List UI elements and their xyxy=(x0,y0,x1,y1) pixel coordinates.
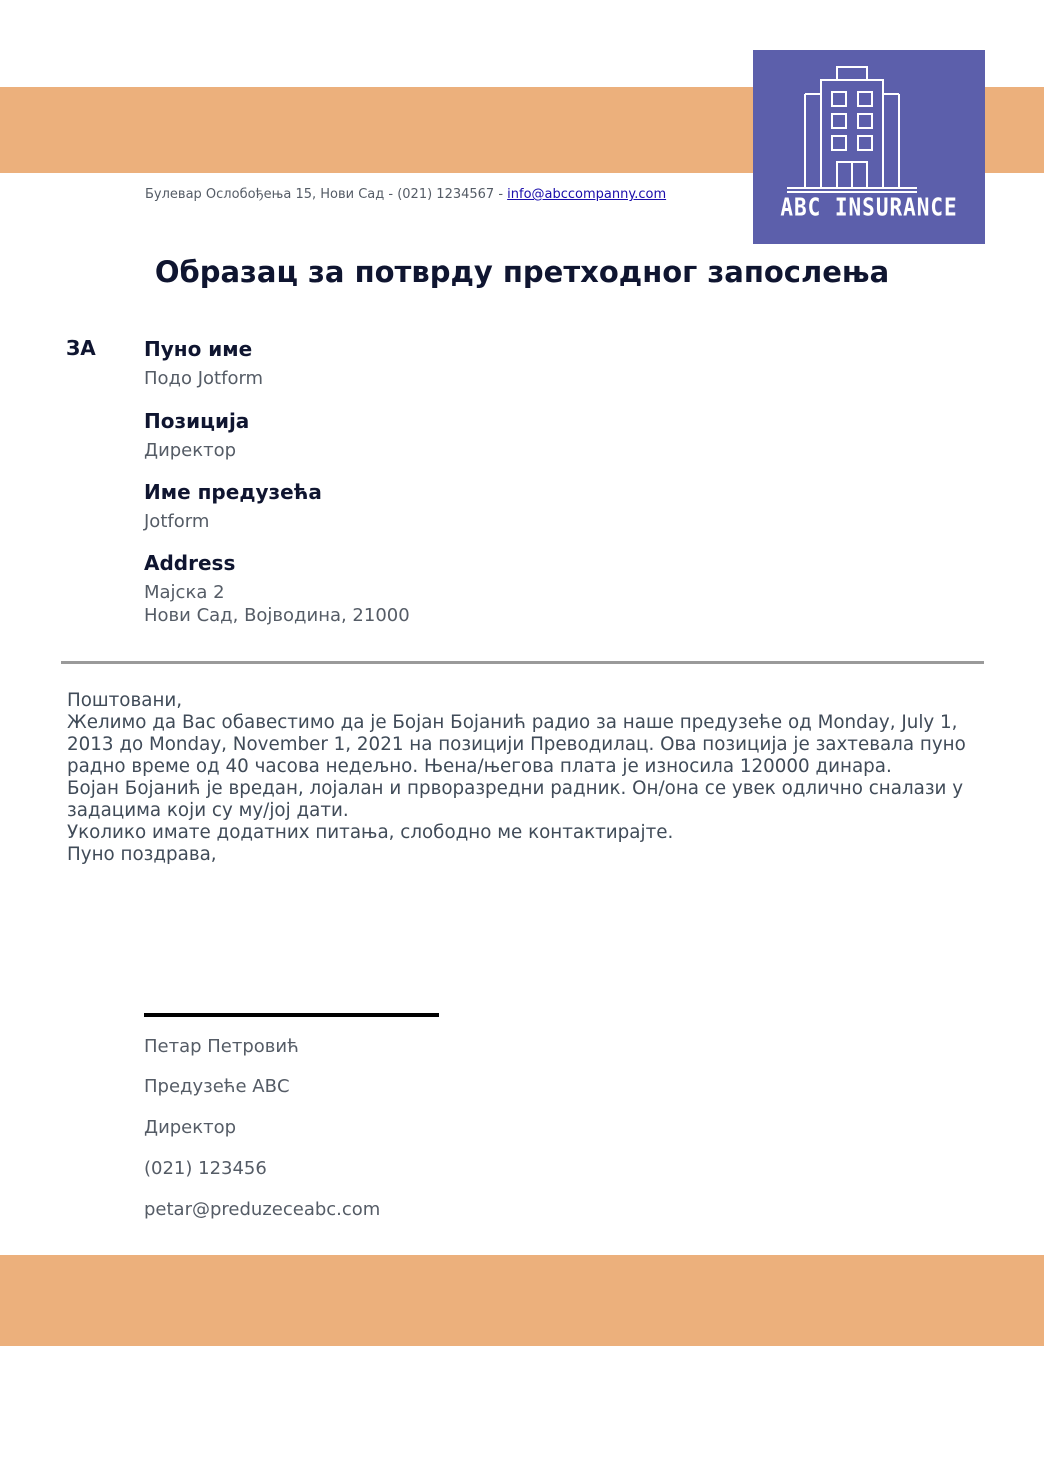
letter-paragraph-3: Уколико имате додатних питања, слободно ме контактирајте. xyxy=(67,822,674,843)
letter-closing: Пуно поздрава, xyxy=(67,844,217,865)
address-label: Address xyxy=(144,551,236,575)
address-line-1: Мајска 2 xyxy=(144,582,225,603)
recipient-company xyxy=(144,479,322,533)
recipient-address xyxy=(144,550,410,627)
letter-greeting: Поштовани, xyxy=(67,690,183,711)
recipient-full-name xyxy=(144,336,263,390)
full-name-value: Подо Jotform xyxy=(144,368,264,389)
contact-address-phone: Булевар Ослобођења 15, Нови Сад - (021) 1234567 - xyxy=(145,187,508,202)
signature-company: Предузеће АВС xyxy=(144,1076,290,1097)
address-value xyxy=(144,581,410,627)
recipient-position xyxy=(144,408,249,462)
company-value: Jotform xyxy=(144,511,210,532)
section-divider xyxy=(61,661,984,664)
page-title: Образац за потврду претходног запослења xyxy=(154,255,890,289)
full-name-label: Пуно име xyxy=(144,337,253,361)
letter-paragraph-2: Бојан Бојанић је вредан, лојалан и прворазредни радник. Он/она се увек одлично сналази у задацима који су му/јој дати. xyxy=(67,778,964,821)
logo-text: ABC INSURANCE xyxy=(780,192,958,222)
recipient-to-label: ЗА xyxy=(66,336,96,360)
footer-band xyxy=(0,1255,1044,1346)
company-label: Име предузећа xyxy=(144,480,322,504)
signature-position: Директор xyxy=(144,1117,237,1138)
company-logo xyxy=(753,50,985,244)
position-value: Директор xyxy=(144,440,237,461)
contact-email-link[interactable]: info@abccompanny.com xyxy=(507,187,667,202)
signature-phone: (021) 123456 xyxy=(144,1158,267,1179)
signature-line xyxy=(144,1013,439,1017)
address-line-2: Нови Сад, Војводина, 21000 xyxy=(144,605,410,626)
letter-paragraph-1: Желимо да Вас обавестимо да је Бојан Бојанић радио за наше предузеће од Monday, July 1, 2013 до Monday, November 1, 2021 на позицији Преводилац. Ова позиција је захтевала пуно радно време од 40 часова недељно. Њена/његова плата је износила 120000 динара. xyxy=(67,712,966,777)
signature-name: Петар Петровић xyxy=(144,1036,299,1057)
signature-email: petar@preduzeceabc.com xyxy=(144,1199,381,1220)
letter-body xyxy=(67,690,987,866)
position-label: Позиција xyxy=(144,409,250,433)
company-contact-line xyxy=(145,187,666,202)
